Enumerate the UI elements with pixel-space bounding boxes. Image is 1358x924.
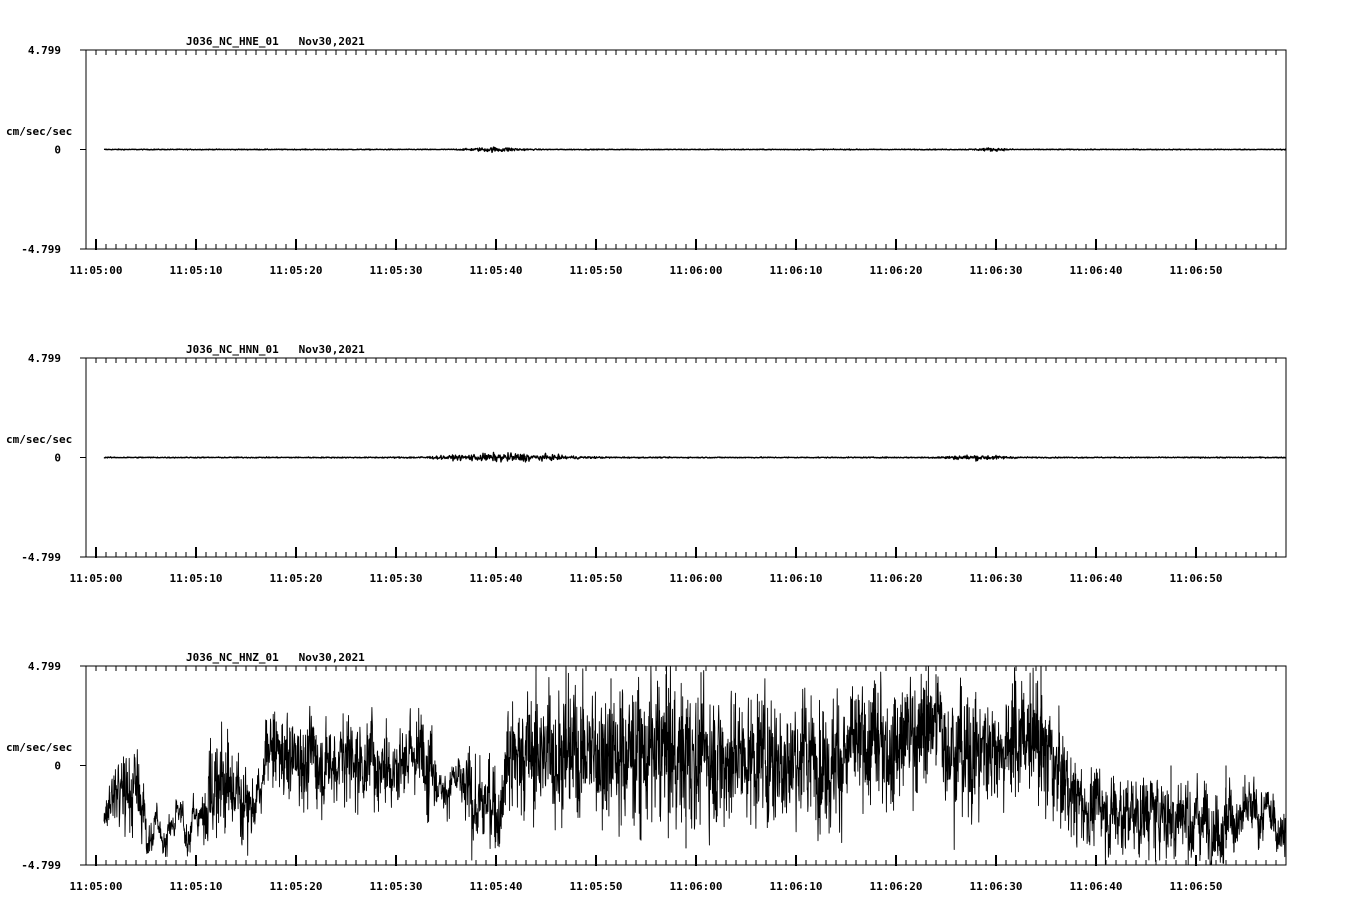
hnn-x-tick-label: 11:05:20 [269,572,323,585]
hnn-y-tick-label: 0 [54,451,61,465]
hne-x-tick-label: 11:05:10 [169,264,223,277]
hnz-x-tick-label: 11:06:30 [969,880,1023,893]
hnn-x-tick-label: 11:05:40 [469,572,523,585]
hnz-x-tick-label: 11:05:30 [369,880,423,893]
hne-y-axis-label: cm/sec/sec [6,125,73,138]
hne-x-tick-label: 11:05:00 [69,264,123,277]
hnz-x-tick-label: 11:05:40 [469,880,523,893]
hnn-x-tick-label: 11:05:50 [569,572,623,585]
hnz-y-tick-label: 4.799 [27,660,61,673]
hnn-x-tick-label: 11:06:20 [869,572,923,585]
hnn-x-tick-label: 11:06:10 [769,572,823,585]
hnn-x-tick-label: 11:06:50 [1169,572,1223,585]
hne-x-tick-label: 11:05:50 [569,264,623,277]
hne-x-tick-label: 11:06:30 [969,264,1023,277]
hnz-x-tick-label: 11:06:40 [1069,880,1123,893]
hnz-x-tick-label: 11:06:50 [1169,880,1223,893]
hnz-waveform-trace [104,666,1286,865]
hnz-channel-panel [6,651,1286,893]
hnn-y-axis-label: cm/sec/sec [6,433,73,446]
hne-y-tick-label: 4.799 [27,44,61,57]
hnn-y-tick-label: 4.799 [27,352,61,365]
hne-waveform-trace [104,147,1286,152]
hnz-x-tick-label: 11:05:10 [169,880,223,893]
hnz-x-tick-label: 11:06:20 [869,880,923,893]
hnz-y-axis-label: cm/sec/sec [6,741,73,754]
hnz-x-tick-label: 11:05:00 [69,880,123,893]
hne-x-tick-label: 11:06:40 [1069,264,1123,277]
hne-channel-panel [6,35,1286,277]
hnz-y-tick-label: 0 [54,759,61,773]
hne-y-tick-label: 0 [54,143,61,157]
hne-x-tick-label: 11:06:00 [669,264,723,277]
hnn-x-tick-label: 11:06:40 [1069,572,1123,585]
hne-x-tick-label: 11:05:30 [369,264,423,277]
hnn-x-tick-label: 11:06:00 [669,572,723,585]
hnz-x-tick-label: 11:06:10 [769,880,823,893]
hnz-panel-title: J036_NC_HNZ_01 Nov30,2021 [186,651,365,664]
hne-x-tick-label: 11:05:40 [469,264,523,277]
hnn-x-tick-label: 11:06:30 [969,572,1023,585]
hnz-x-tick-label: 11:05:20 [269,880,323,893]
hnn-x-tick-label: 11:05:00 [69,572,123,585]
hnn-channel-panel [6,343,1286,585]
hne-panel-title: J036_NC_HNE_01 Nov30,2021 [186,35,365,48]
hnn-x-tick-label: 11:05:10 [169,572,223,585]
hne-x-tick-label: 11:06:10 [769,264,823,277]
hnn-y-tick-label: -4.799 [21,551,61,564]
hnz-y-tick-label: -4.799 [21,859,61,872]
hne-x-tick-label: 11:06:20 [869,264,923,277]
hnn-x-tick-label: 11:05:30 [369,572,423,585]
hnn-panel-title: J036_NC_HNN_01 Nov30,2021 [186,343,365,356]
hne-x-tick-label: 11:06:50 [1169,264,1223,277]
hnz-x-tick-label: 11:05:50 [569,880,623,893]
hnn-waveform-trace [104,452,1286,461]
hne-x-tick-label: 11:05:20 [269,264,323,277]
hne-y-tick-label: -4.799 [21,243,61,256]
hnz-x-tick-label: 11:06:00 [669,880,723,893]
